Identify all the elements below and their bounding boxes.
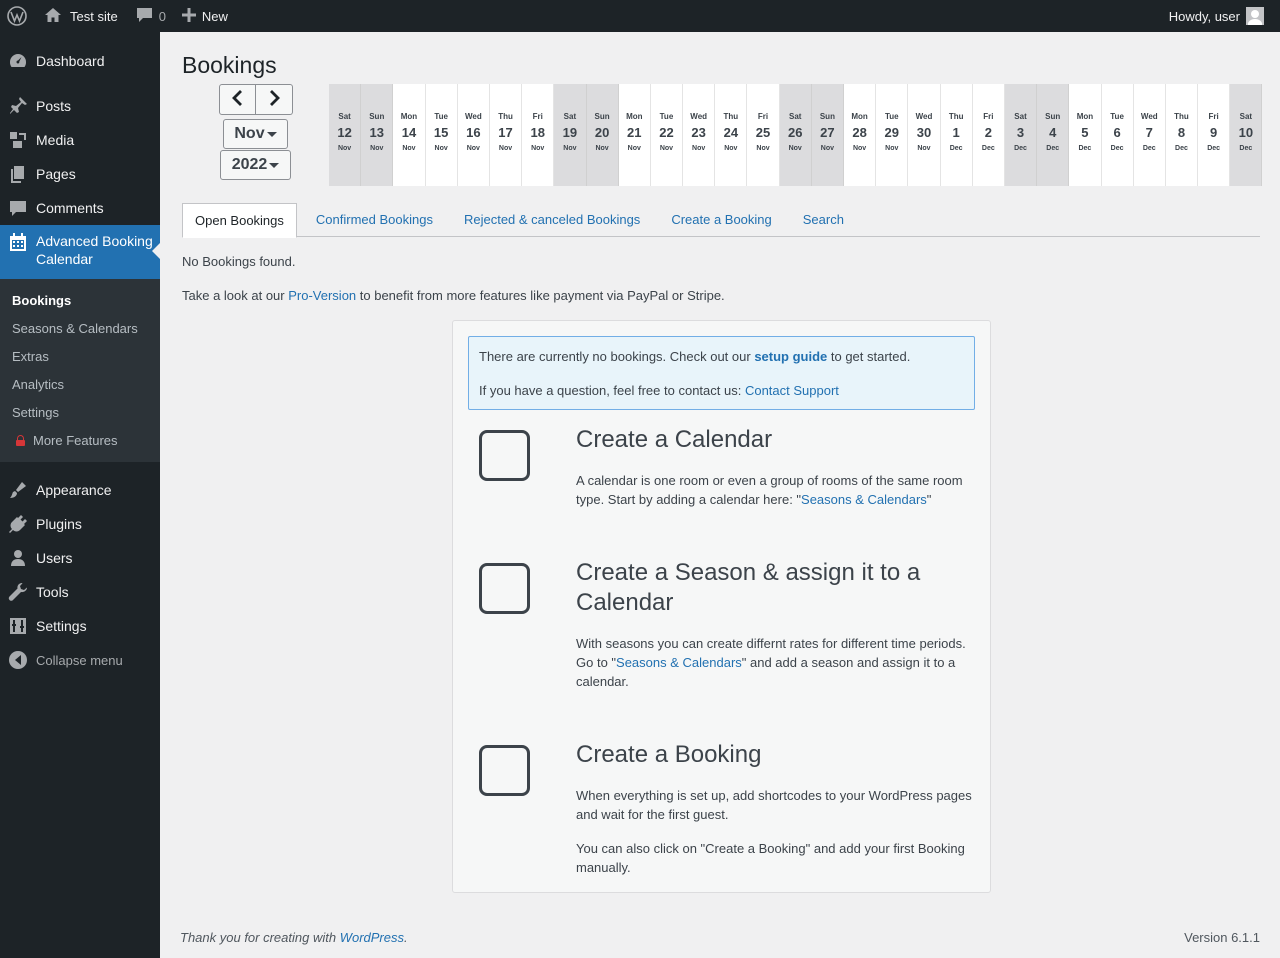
day-month: Dec xyxy=(1014,145,1027,152)
plus-icon xyxy=(182,8,196,25)
day-number: 30 xyxy=(916,125,932,140)
day-number: 29 xyxy=(884,125,900,140)
step-text-part: A calendar is one room or even a group of rooms of the same room type. Start by adding a calendar here: " xyxy=(576,473,963,507)
day-number: 26 xyxy=(787,125,803,140)
day-name: Sun xyxy=(819,112,835,121)
day-name: Mon xyxy=(400,112,418,121)
calendar-strip xyxy=(329,84,1262,186)
day-number: 18 xyxy=(530,125,545,140)
day-name: Tue xyxy=(884,112,899,121)
media-icon xyxy=(8,130,28,150)
step-text xyxy=(576,634,976,691)
sidebar-item-pages[interactable] xyxy=(0,157,160,191)
tab-rejected-canceled-bookings[interactable]: Rejected & canceled Bookings xyxy=(463,212,641,227)
pages-icon xyxy=(8,164,28,184)
day-month: Dec xyxy=(1175,145,1188,152)
notice-line-1 xyxy=(479,349,964,365)
page-title: Bookings xyxy=(182,52,277,78)
calendar-day[interactable] xyxy=(1102,84,1134,186)
chevron-right-icon xyxy=(267,90,281,109)
sidebar-item-tools[interactable] xyxy=(0,575,160,609)
seasons-calendars-link[interactable]: Seasons & Calendars xyxy=(616,655,742,670)
step-text xyxy=(576,471,976,509)
new-label: New xyxy=(201,8,228,24)
day-month: Nov xyxy=(531,145,545,152)
calendar-day[interactable] xyxy=(329,84,361,186)
day-name: Sun xyxy=(594,112,610,121)
year-select[interactable] xyxy=(220,150,291,180)
calendar-day[interactable] xyxy=(554,84,586,186)
day-month: Dec xyxy=(1239,145,1253,152)
day-number: 25 xyxy=(755,125,771,140)
sidebar-item-comments[interactable] xyxy=(0,191,160,225)
comments-count: 0 xyxy=(158,8,166,24)
site-name-label: Test site xyxy=(70,8,118,24)
brush-icon xyxy=(8,480,28,500)
sidebar-item-posts[interactable] xyxy=(0,89,160,123)
footer-text: . xyxy=(404,930,408,945)
home-icon xyxy=(44,7,62,26)
day-month: Dec xyxy=(1078,145,1092,152)
day-month: Nov xyxy=(563,145,577,152)
day-number: 16 xyxy=(466,125,481,140)
pro-version-link[interactable]: Pro-Version xyxy=(288,288,357,303)
calendar-day[interactable] xyxy=(490,84,522,186)
footer-text: Thank you for creating with xyxy=(180,930,340,945)
day-name: Fri xyxy=(1208,112,1219,121)
step-title: Create a Calendar xyxy=(576,426,773,453)
wordpress-logo-icon[interactable] xyxy=(0,0,34,32)
submenu-item-seasons-calendars[interactable]: Seasons & Calendars xyxy=(12,320,138,336)
pro-version-message xyxy=(182,288,725,303)
step-text: You can also click on "Create a Booking" and add your first Booking manually. xyxy=(576,841,965,875)
admin-sidebar xyxy=(0,32,160,958)
calendar-nav xyxy=(219,84,293,115)
calendar-day[interactable] xyxy=(876,84,908,186)
month-value: Nov xyxy=(234,125,265,142)
day-name: Tue xyxy=(659,112,674,121)
month-select[interactable] xyxy=(223,119,288,149)
day-month: Nov xyxy=(724,145,738,152)
comments-link[interactable] xyxy=(126,0,174,32)
collapse-label: Collapse menu xyxy=(36,652,123,668)
step-checkbox xyxy=(479,430,530,481)
calendar-icon xyxy=(8,232,28,252)
tab-open-bookings[interactable]: Open Bookings xyxy=(182,203,297,238)
day-name: Sat xyxy=(1014,112,1027,121)
chevron-down-icon xyxy=(267,132,277,142)
sidebar-item-settings[interactable] xyxy=(0,609,160,643)
sidebar-item-label: Plugins xyxy=(36,516,82,532)
day-number: 22 xyxy=(659,125,674,140)
day-name: Sat xyxy=(338,112,351,121)
day-name: Wed xyxy=(464,112,482,121)
site-name-link[interactable] xyxy=(34,0,126,32)
submenu-item-more-features[interactable] xyxy=(0,426,160,454)
wordpress-link[interactable]: WordPress xyxy=(339,930,404,945)
calendar-day[interactable] xyxy=(1037,84,1069,186)
calendar-day[interactable] xyxy=(908,84,940,186)
sidebar-item-label: Advanced Booking Calendar xyxy=(36,233,153,267)
plug-icon xyxy=(8,514,28,534)
sidebar-item-label: Settings xyxy=(36,618,87,634)
day-number: 28 xyxy=(852,125,867,140)
day-number: 24 xyxy=(723,125,739,140)
day-month: Nov xyxy=(692,145,706,152)
day-month: Nov xyxy=(852,145,867,152)
calendar-day[interactable] xyxy=(619,84,651,186)
next-button[interactable] xyxy=(256,84,293,115)
calendar-day[interactable] xyxy=(1134,84,1166,186)
day-month: Nov xyxy=(885,145,899,152)
submenu-item-bookings[interactable]: Bookings xyxy=(12,292,72,308)
day-number: 12 xyxy=(337,125,352,140)
day-number: 6 xyxy=(1113,125,1121,140)
submenu-item-settings[interactable]: Settings xyxy=(12,404,59,420)
day-month: Nov xyxy=(820,145,835,152)
settings-icon xyxy=(8,616,28,636)
day-month: Nov xyxy=(370,145,384,152)
calendar-day[interactable] xyxy=(393,84,425,186)
calendar-day[interactable] xyxy=(587,84,619,186)
sidebar-item-label: Appearance xyxy=(36,482,112,498)
day-number: 5 xyxy=(1081,125,1089,140)
day-name: Fri xyxy=(983,112,994,121)
day-month: Dec xyxy=(1110,145,1124,152)
pro-prefix: Take a look at our xyxy=(182,288,289,303)
sidebar-item-label: Pages xyxy=(36,166,76,182)
day-number: 8 xyxy=(1177,125,1186,140)
day-number: 13 xyxy=(369,125,385,140)
calendar-day[interactable] xyxy=(941,84,973,186)
calendar-day[interactable] xyxy=(747,84,779,186)
day-number: 21 xyxy=(627,125,642,140)
day-number: 7 xyxy=(1145,125,1153,140)
day-month: Nov xyxy=(788,145,802,152)
day-month: Nov xyxy=(466,145,480,152)
calendar-day[interactable] xyxy=(973,84,1005,186)
collapse-icon-wrap xyxy=(8,650,28,670)
day-name: Mon xyxy=(626,112,643,121)
day-number: 15 xyxy=(433,125,449,140)
collapse-icon xyxy=(9,651,27,669)
calendar-day[interactable] xyxy=(1166,84,1198,186)
tab-create-booking[interactable]: Create a Booking xyxy=(671,212,772,227)
calendar-day[interactable] xyxy=(522,84,554,186)
day-name: Thu xyxy=(498,112,513,121)
calendar-day[interactable] xyxy=(426,84,458,186)
setup-guide-link[interactable]: setup guide xyxy=(754,349,828,364)
dashboard-icon xyxy=(8,51,28,71)
day-number: 10 xyxy=(1238,125,1254,140)
day-number: 17 xyxy=(498,125,513,140)
submenu-item-extras[interactable]: Extras xyxy=(12,348,49,364)
day-month: Nov xyxy=(498,145,513,152)
day-name: Mon xyxy=(1076,112,1094,121)
day-month: Nov xyxy=(402,145,416,152)
step-text: When everything is set up, add shortcodes to your WordPress pages and wait for the first guest. xyxy=(576,788,972,822)
day-number: 23 xyxy=(691,125,706,140)
calendar-day[interactable] xyxy=(1230,84,1262,186)
sidebar-item-label: Media xyxy=(36,132,75,148)
sidebar-item-label: Dashboard xyxy=(36,53,105,69)
day-month: Nov xyxy=(659,145,674,152)
calendar-day[interactable] xyxy=(812,84,844,186)
comment-icon xyxy=(136,7,153,26)
admin-bar xyxy=(0,0,1280,32)
main-content xyxy=(160,32,1280,958)
calendar-day[interactable] xyxy=(1005,84,1037,186)
day-number: 19 xyxy=(562,125,578,140)
step-text-part: With seasons you can create differnt rates for different time periods. Go to " xyxy=(576,636,966,670)
day-month: Dec xyxy=(1046,145,1060,152)
day-name: Thu xyxy=(948,112,964,121)
calendar-day[interactable] xyxy=(651,84,683,186)
day-month: Nov xyxy=(627,145,641,152)
day-name: Wed xyxy=(915,112,933,121)
pro-suffix: to benefit from more features like payment via PayPal or Stripe. xyxy=(356,288,725,303)
avatar xyxy=(1246,7,1264,25)
day-name: Sun xyxy=(1045,112,1061,121)
sidebar-item-label: Users xyxy=(36,550,73,566)
footer-version: Version 6.1.1 xyxy=(1184,930,1260,945)
day-name: Fri xyxy=(757,112,769,121)
day-name: Sat xyxy=(788,112,802,121)
day-name: Sun xyxy=(369,112,385,121)
calendar-day[interactable] xyxy=(1198,84,1230,186)
sidebar-item-label: Posts xyxy=(36,98,72,114)
day-month: Nov xyxy=(917,145,931,152)
sidebar-item-label: Tools xyxy=(36,584,69,600)
submenu-item-analytics[interactable]: Analytics xyxy=(12,376,65,392)
day-month: Dec xyxy=(981,145,995,152)
day-name: Sat xyxy=(1239,112,1253,121)
day-name: Sat xyxy=(563,112,577,121)
step-title: Create a Season & assign it to a Calendar xyxy=(576,559,921,616)
day-month: Nov xyxy=(756,145,770,152)
day-number: 9 xyxy=(1210,125,1218,140)
sidebar-item-users[interactable] xyxy=(0,541,160,575)
footer-thanks xyxy=(180,930,408,945)
sidebar-item-label: Comments xyxy=(36,200,104,216)
chevron-left-icon xyxy=(231,90,245,109)
notice-text: to get started. xyxy=(827,349,911,364)
calendar-day[interactable] xyxy=(683,84,715,186)
day-month: Dec xyxy=(1207,145,1221,152)
day-number: 1 xyxy=(952,125,960,140)
day-month: Nov xyxy=(434,145,448,152)
calendar-day[interactable] xyxy=(1069,84,1101,186)
day-name: Mon xyxy=(851,112,868,121)
lock-icon xyxy=(16,435,25,446)
notice-line-2 xyxy=(479,383,964,399)
day-month: Nov xyxy=(595,145,609,152)
sidebar-item-advanced-booking-calendar[interactable] xyxy=(0,225,160,279)
contact-support-link[interactable]: Contact Support xyxy=(744,383,839,398)
day-name: Tue xyxy=(434,112,448,121)
day-name: Wed xyxy=(690,112,708,121)
day-number: 27 xyxy=(820,125,835,140)
collapse-menu-button[interactable] xyxy=(0,643,160,677)
booking-tabs xyxy=(182,203,1260,237)
day-month: Dec xyxy=(949,145,963,152)
step-checkbox xyxy=(479,563,530,614)
day-name: Thu xyxy=(723,112,739,121)
previous-button[interactable] xyxy=(219,84,256,115)
step-checkbox xyxy=(479,745,530,796)
day-number: 2 xyxy=(984,125,992,140)
year-value: 2022 xyxy=(231,156,268,173)
calendar-day[interactable] xyxy=(458,84,490,186)
day-number: 14 xyxy=(401,125,417,140)
calendar-day[interactable] xyxy=(715,84,747,186)
seasons-calendars-link[interactable]: Seasons & Calendars xyxy=(801,492,927,507)
day-name: Wed xyxy=(1140,112,1158,121)
day-month: Nov xyxy=(337,145,352,152)
sidebar-item-media[interactable] xyxy=(0,123,160,157)
pin-icon xyxy=(8,96,28,116)
account-menu[interactable] xyxy=(1161,0,1272,32)
sidebar-item-plugins[interactable] xyxy=(0,507,160,541)
notice-text: There are currently no bookings. Check out our xyxy=(479,349,755,364)
tab-search[interactable]: Search xyxy=(802,212,844,227)
day-month: Dec xyxy=(1142,145,1156,152)
calendar-day[interactable] xyxy=(844,84,876,186)
sidebar-item-dashboard[interactable] xyxy=(0,44,160,78)
sidebar-item-appearance[interactable] xyxy=(0,473,160,507)
step-title: Create a Booking xyxy=(576,741,762,768)
info-notice xyxy=(468,336,975,410)
new-content-link[interactable] xyxy=(174,0,236,32)
calendar-day[interactable] xyxy=(361,84,393,186)
comment-icon xyxy=(8,198,28,218)
more-features-label: More Features xyxy=(33,432,118,448)
day-number: 4 xyxy=(1049,125,1057,140)
step-text-part: " and add a season and assign it to a calendar. xyxy=(576,655,956,689)
booking-submenu xyxy=(0,279,160,462)
chevron-down-icon xyxy=(269,163,279,173)
wrench-icon xyxy=(8,582,28,602)
no-bookings-message: No Bookings found. xyxy=(182,254,296,269)
day-name: Tue xyxy=(1110,112,1124,121)
day-number: 20 xyxy=(594,125,610,140)
day-name: Fri xyxy=(532,112,543,121)
day-name: Thu xyxy=(1174,112,1189,121)
tab-confirmed-bookings[interactable]: Confirmed Bookings xyxy=(315,212,433,227)
getting-started-box xyxy=(452,320,991,893)
user-icon xyxy=(8,548,28,568)
notice-text: If you have a question, feel free to contact us: xyxy=(479,383,745,398)
day-number: 3 xyxy=(1016,125,1025,140)
step-text-part: " xyxy=(926,492,932,507)
howdy-label: Howdy, user xyxy=(1168,8,1240,24)
calendar-day[interactable] xyxy=(780,84,812,186)
